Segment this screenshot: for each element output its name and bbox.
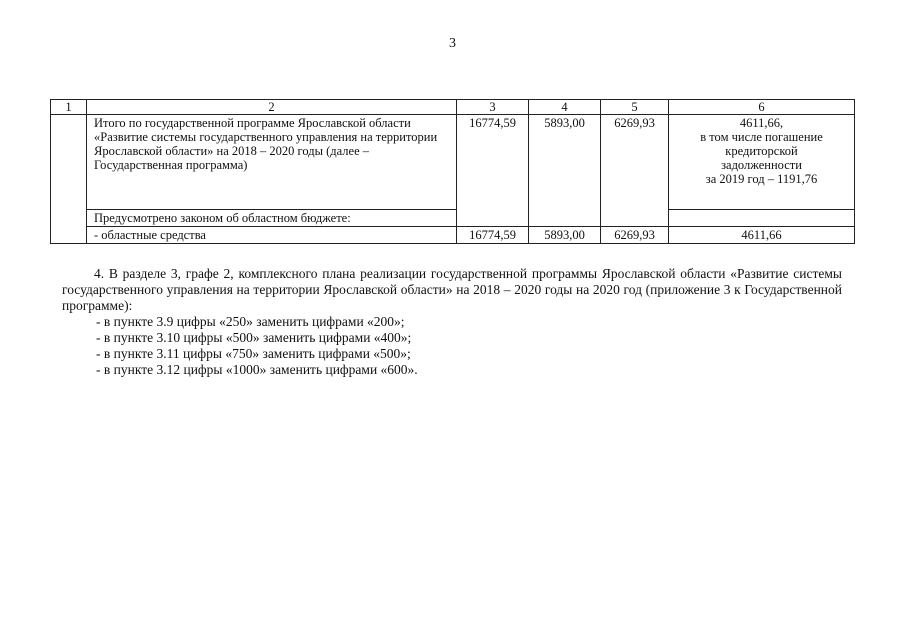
header-cell-2: 2 (87, 100, 457, 115)
law-label-cell (87, 210, 457, 227)
total-col6-line1: 4611,66, (739, 116, 784, 130)
header-cell-5: 5 (601, 100, 669, 115)
list-item: - в пункте 3.10 цифры «500» заменить цифрами «400»; (96, 330, 412, 345)
total-col6-line5: за 2019 год – 1191,76 (705, 172, 818, 186)
amendment-list (96, 314, 418, 378)
row-number-cell (51, 115, 87, 244)
oblast-label: - областные средства (94, 228, 206, 242)
law-col4 (529, 210, 601, 227)
oblast-col6: 4611,66 (669, 227, 855, 244)
table-row-total (51, 115, 855, 210)
header-cell-1: 1 (51, 100, 87, 115)
law-col3 (457, 210, 529, 227)
total-col6-line4: задолженности (721, 158, 802, 172)
amendment-paragraph (62, 266, 842, 314)
oblast-col5: 6269,93 (601, 227, 669, 244)
header-cell-3: 3 (457, 100, 529, 115)
oblast-label-cell (87, 227, 457, 244)
table-row-law (51, 210, 855, 227)
total-label-cell (87, 115, 457, 210)
oblast-col3: 16774,59 (457, 227, 529, 244)
law-col5 (601, 210, 669, 227)
total-col6-line2: в том числе погашение (700, 130, 823, 144)
header-cell-6: 6 (669, 100, 855, 115)
oblast-col4: 5893,00 (529, 227, 601, 244)
total-label: Итого по государственной программе Ярославской области «Развитие системы государственного управления на территории Ярославской области» на 2018 – 2020 годы (далее – Государственная программа) (94, 116, 438, 172)
list-item: - в пункте 3.9 цифры «250» заменить цифрами «200»; (96, 314, 405, 329)
list-item: - в пункте 3.11 цифры «750» заменить цифрами «500»; (96, 346, 411, 361)
table-header-row (51, 100, 855, 115)
table-row-oblast (51, 227, 855, 244)
budget-table (50, 99, 855, 244)
page-number: 3 (449, 36, 456, 51)
total-col6 (669, 115, 855, 210)
total-col6-line3: кредиторской (725, 144, 798, 158)
header-cell-4: 4 (529, 100, 601, 115)
total-col5: 6269,93 (601, 115, 669, 210)
amendment-paragraph-text: 4. В разделе 3, графе 2, комплексного плана реализации государственной программы Ярославской области «Развитие системы государственного управления на территории Ярославской области» на 2018 – 2020 годы на 2020 год (приложение 3 к Государственной программе): (62, 266, 842, 313)
total-col4: 5893,00 (529, 115, 601, 210)
law-label: Предусмотрено законом об областном бюджете: (94, 211, 351, 225)
law-col6 (669, 210, 855, 227)
list-item: - в пункте 3.12 цифры «1000» заменить цифрами «600». (96, 362, 418, 377)
total-col3: 16774,59 (457, 115, 529, 210)
